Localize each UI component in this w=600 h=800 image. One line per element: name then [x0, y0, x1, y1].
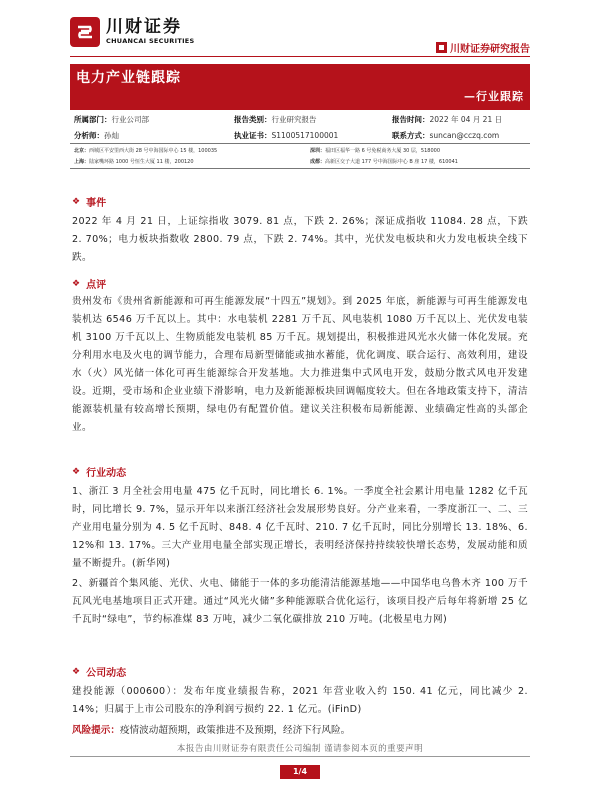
comment-title: 点评: [86, 280, 107, 291]
cert-label: 执业证书：: [234, 131, 272, 140]
type-value: 行业研究报告: [271, 115, 317, 124]
time-label: 报告时间：: [392, 115, 430, 124]
company-title: 公司动态: [86, 668, 127, 679]
contact-value[interactable]: suncan@cczq.com: [429, 131, 500, 140]
risk-label: 风险提示：: [72, 725, 120, 736]
section-company-heading: [72, 664, 126, 679]
chengdu-label: 成都：: [310, 159, 326, 165]
industry-title: 行业动态: [86, 468, 127, 479]
title-band: [70, 64, 530, 110]
comment-paragraph: 贵州发布《贵州省新能源和可再生能源发展“十四五”规划》。到 2025 年底，新能源与可再生能源发电装机达 6546 万千瓦以上。其中：水电装机 2281 万千瓦、风电装机 1080 万千瓦以上、光伏发电装机 3100 万千瓦以上、生物质能发电装机 85 万千瓦。规划提出，积极推进风光水火储一体化发展。充分利用水电及火电的调节能力，合理布局新型储能或抽水蓄能，优化调度、联合运行、高效利用，建设水（火）风光储一体化可再生能源综合开发基地。大力推进集中式风电开发，鼓励分散式风电开发建设。近期，受市场和企业业绩下滑影响，电力及新能源板块回调幅度较大。但在各地政策支持下，清洁能源装机量有较高增长预期，绿电仍有配置价值。建议关注积极布局新能源、业绩确定性高的头部企业。: [72, 296, 528, 433]
dept-value: 行业公司部: [111, 115, 149, 124]
dept-label: 所属部门：: [74, 115, 112, 124]
contact-label: 联系方式：: [392, 131, 430, 140]
event-paragraph: 2022 年 4 月 21 日，上证综指收 3079. 81 点，下跌 2. 26%；深证成指收 11084. 28 点，下跌 2. 70%；电力板块指数收 2800. 79 点，下跌 2. 74%。其中，光伏发电板块和火力发电板块全线下跌。: [72, 216, 528, 263]
analyst-value: 孙灿: [104, 131, 119, 140]
header-rule: [70, 56, 530, 57]
brand-square-icon: [436, 42, 447, 53]
industry-paragraph-1: 1、浙江 3 月全社会用电量 475 亿千瓦时，同比增长 6. 1%。一季度全社会累计用电量 1282 亿千瓦时，同比增长 9. 7%，显示开年以来浙江经济社会发展形势良好。分产业来看，一季度浙江一、二、三产业用电量分别为 4. 5 亿千瓦时、848. 4 亿千瓦时、210. 7 亿千瓦时，同比分别增长 13. 18%、6. 12%和 13. 17%。三大产业用电量全部实现正增长，表明经济保持持续较快增长态势，发展动能和质量不断提升。(新华网): [72, 486, 528, 569]
logo-mark-icon: [70, 17, 100, 47]
logo-en-text: CHUANCAI SECURITIES: [106, 37, 195, 45]
cert-value: S1100517100001: [271, 131, 339, 140]
company-paragraph: 建投能源（000600）：发布年度业绩报告称，2021 年营业收入约 150. 41 亿元，同比减少 2. 14%；归属于上市公司股东的净利润亏损约 22. 1 亿元。(iFinD): [72, 686, 528, 715]
time-value: 2022 年 04 月 21 日: [429, 115, 503, 124]
industry-paragraph-2: 2、新疆首个集风能、光伏、火电、储能于一体的多功能清洁能源基地——中国华电乌鲁木齐 100 万千瓦风光电基地项目正式开建。通过“风光火储”多种能源联合优化运行，该项目投产后每年将新增 25 亿千瓦时“绿电”，节约标准煤 83 万吨，减少二氧化碳排放 210 万吨。(北极星电力网): [72, 578, 528, 625]
diamond-bullet-icon: ❖: [72, 278, 81, 289]
beijing-address: 西城区平安里西大街 28 号中海国际中心 15 楼，100035: [89, 148, 218, 154]
section-comment-heading: [72, 276, 106, 291]
diamond-bullet-icon: ❖: [72, 466, 81, 477]
event-title: 事件: [86, 198, 107, 209]
logo-cn-text: 川财证券: [106, 17, 182, 37]
company-logo: [70, 14, 195, 50]
meta-divider: [70, 143, 530, 144]
report-subtitle: —行业跟踪: [464, 90, 524, 103]
beijing-label: 北京：: [74, 148, 90, 154]
report-title: 电力产业链跟踪: [76, 70, 181, 86]
section-industry-heading: [72, 464, 126, 479]
footer-disclaimer: 本报告由川财证券有限责任公司编制 谨请参阅本页的重要声明: [176, 744, 424, 754]
brand-tag-text: 川财证券研究报告: [450, 44, 530, 55]
shanghai-address: 陆家嘴环路 1000 号恒生大厦 11 楼，200120: [89, 159, 194, 165]
risk-notice: [72, 722, 528, 740]
brand-tag: [436, 40, 530, 55]
shanghai-label: 上海：: [74, 159, 90, 165]
shenzhen-label: 深圳：: [310, 148, 326, 154]
report-meta: [70, 112, 530, 144]
risk-text: 疫情波动超预期，政策推进不及预期，经济下行风险。: [119, 725, 351, 736]
type-label: 报告类别：: [234, 115, 272, 124]
section-event-heading: [72, 194, 106, 209]
diamond-bullet-icon: ❖: [72, 666, 81, 677]
footer-rule: [70, 756, 530, 757]
diamond-bullet-icon: ❖: [72, 196, 81, 207]
chengdu-address: 高新区交子大道 177 号中海国际中心 B 座 17 楼，610041: [325, 159, 458, 165]
analyst-label: 分析师：: [74, 131, 104, 140]
address-divider: [70, 168, 530, 169]
shenzhen-address: 福田区福华一路 6 号免税商务大厦 30 层，518000: [325, 148, 441, 154]
page-number: 1/4: [280, 765, 320, 779]
